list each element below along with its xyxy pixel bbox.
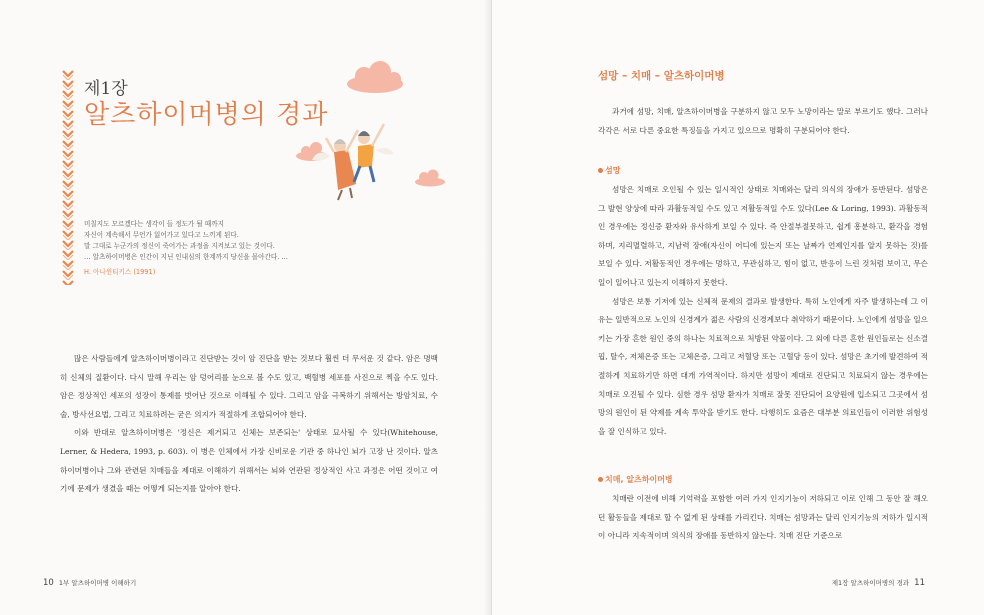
epigraph <box>84 219 404 278</box>
woman-figure <box>312 130 358 200</box>
chevron-border-decoration <box>62 70 74 285</box>
delirium-text <box>598 181 928 441</box>
body-paragraph: 많은 사람들에게 알츠하이머병이라고 진단받는 것이 암 진단을 받는 것보다 훨씬 더 무서운 것 같다. 암은 명백히 신체의 질환이다. 다시 말해 우리는 암 덩어리를 눈으로 볼 수도 있고, 백혈병 세포를 사진으로 찍을 수도 있다. 암은 정상적인 세포의 성장이 통제를 벗어난 것으로 이해될 수 있다. 그리고 암을 극복하기 위해서는 방암치료, 수술, 방사선요법, 그리고 치료하려는 굳은 의지가 적절하게 조합되어야 한다. <box>60 354 438 419</box>
flying-couple-illustration <box>290 60 450 210</box>
right-footer <box>832 578 928 588</box>
cloud-icon <box>415 170 445 187</box>
left-footer <box>40 578 136 588</box>
subhead-label: 치매, 알츠하이머병 <box>605 475 673 484</box>
body-paragraph: 섬망은 치매로 오인될 수 있는 일시적인 상태로 치매와는 달리 의식의 장애가 동반된다. 섬망은 그 발현 양상에 따라 과활동적일 수도 있고 저활동적일 수도 있다(Lee & Loring, 1993). 과활동적인 경우에는 정신증 환자와 유사하게 보일 수 있다. 즉 안절부절못하고, 쉽게 흥분하고, 환각을 경험하며, 지리멸렬하고, 지남력 장애(자신이 어디에 있는지 또는 날짜가 언제인지를 알지 못하는 것)를 보일 수 있다. 저활동적인 경우에는 멍하고, 무관심하고, 힘이 없고, 반응이 느린 것처럼 보이고, 무슨 일이 일어나고 있는지 이해하지 못한다. <box>598 185 928 287</box>
cloud-icon <box>347 61 403 93</box>
body-paragraph: 섬망은 보통 기저에 있는 신체적 문제의 결과로 발생한다. 특히 노인에게 자주 발생하는데 그 이유는 일반적으로 노인의 신경계가 젊은 사람의 신경계보다 취약하기 때문이다. 노인에게 섬망을 일으키는 가장 흔한 원인 중의 하나는 치료적으로 처방된 약물이다. 그 외에 다른 흔한 원인들로는 신소결핍, 탈수, 저체온증 또는 고체온증, 그리고 저혈당 또는 고혈당 등이 있다. 섬망은 초기에 발견하여 적절하게 치료하기만 하면 대개 가역적이다. 하지만 섬망이 제대로 진단되고 치료되지 않는 경우에는 치매로 오진될 수 있다. 심한 경우 섬망 환자가 치매로 잘못 진단되어 요양원에 입소되고 그곳에서 섬망의 원인이 된 약제를 계속 투약을 받기도 한다. 다행히도 요즘은 대부분 의료인들이 이러한 위험성을 잘 인식하고 있다. <box>598 296 928 436</box>
left-body-text <box>60 350 438 499</box>
man-figure <box>354 124 394 182</box>
intro-text <box>598 103 928 140</box>
epigraph-line: 미칠지도 모르겠다는 생각이 들 정도가 될 때까지 <box>84 220 224 228</box>
epigraph-line: … 알츠하이머병은 인간이 지닌 인내심의 한계까지 당신을 몰아간다. … <box>84 253 289 261</box>
subhead-delirium <box>598 165 620 176</box>
body-paragraph: 이와 반대로 알츠하이머병은 '정신은 제거되고 신체는 보존되는' 상태로 묘사될 수 있다(Whitehouse, Lerner, & Hedera, 1993, p. 603). 이 병은 인체에서 가장 신비로운 기관 중 하나인 뇌가 고장 난 것이다. 알츠하이머병이나 그와 관련된 치매들을 제대로 이해하기 위해서는 뇌와 연관된 정상적인 사고 과정은 어떤 것이고 여기에 문제가 생겼을 때는 어떻게 되는지를 알아야 한다. <box>60 428 438 494</box>
chapter-label: 제1장 알츠하이머병의 경과 <box>831 579 910 587</box>
bullet-dot-icon <box>598 168 603 173</box>
right-page <box>492 0 984 615</box>
dementia-text <box>598 490 928 546</box>
epigraph-line: 말 그대로 누군가의 정신이 죽어가는 과정을 지켜보고 있는 것이다. <box>84 242 275 250</box>
page-number: 11 <box>914 578 925 588</box>
left-page <box>0 0 491 615</box>
body-paragraph: 치매란 이전에 비해 기억력을 포함한 여러 가지 인지기능이 저하되고 이로 인해 그 동안 잘 해오던 활동들을 제대로 할 수 없게 된 상태를 가리킨다. 치매는 섬망과는 달리 인지기능의 저하가 일시적이 아니라 지속적이며 의식의 장애를 동반하지 않는다. 치매 진단 기준으로 <box>598 494 928 541</box>
part-label: 1부 알츠하이머병 이해하기 <box>58 579 137 587</box>
bullet-dot-icon <box>598 477 603 482</box>
page-number: 10 <box>43 578 54 588</box>
epigraph-source: H. 아나윈티키스 (1991) <box>84 268 156 276</box>
body-paragraph: 과거에 섬망, 치매, 알츠하이머병을 구분하지 않고 모두 노망이라는 말로 부르기도 했다. 그러나 각각은 서로 다른 중요한 특징들을 가지고 있으므로 명확히 구분되어야 한다. <box>598 107 928 135</box>
epigraph-line: 자신이 계속해서 무언가 잃어가고 있다고 느끼게 된다. <box>84 231 239 239</box>
subhead-label: 섬망 <box>605 166 621 175</box>
section-title: 섬망 – 치매 – 알츠하이머병 <box>598 70 725 82</box>
subhead-dementia <box>598 474 673 485</box>
chapter-number: 제1장 <box>84 79 128 99</box>
chapter-title: 알츠하이머병의 경과 <box>84 100 329 130</box>
